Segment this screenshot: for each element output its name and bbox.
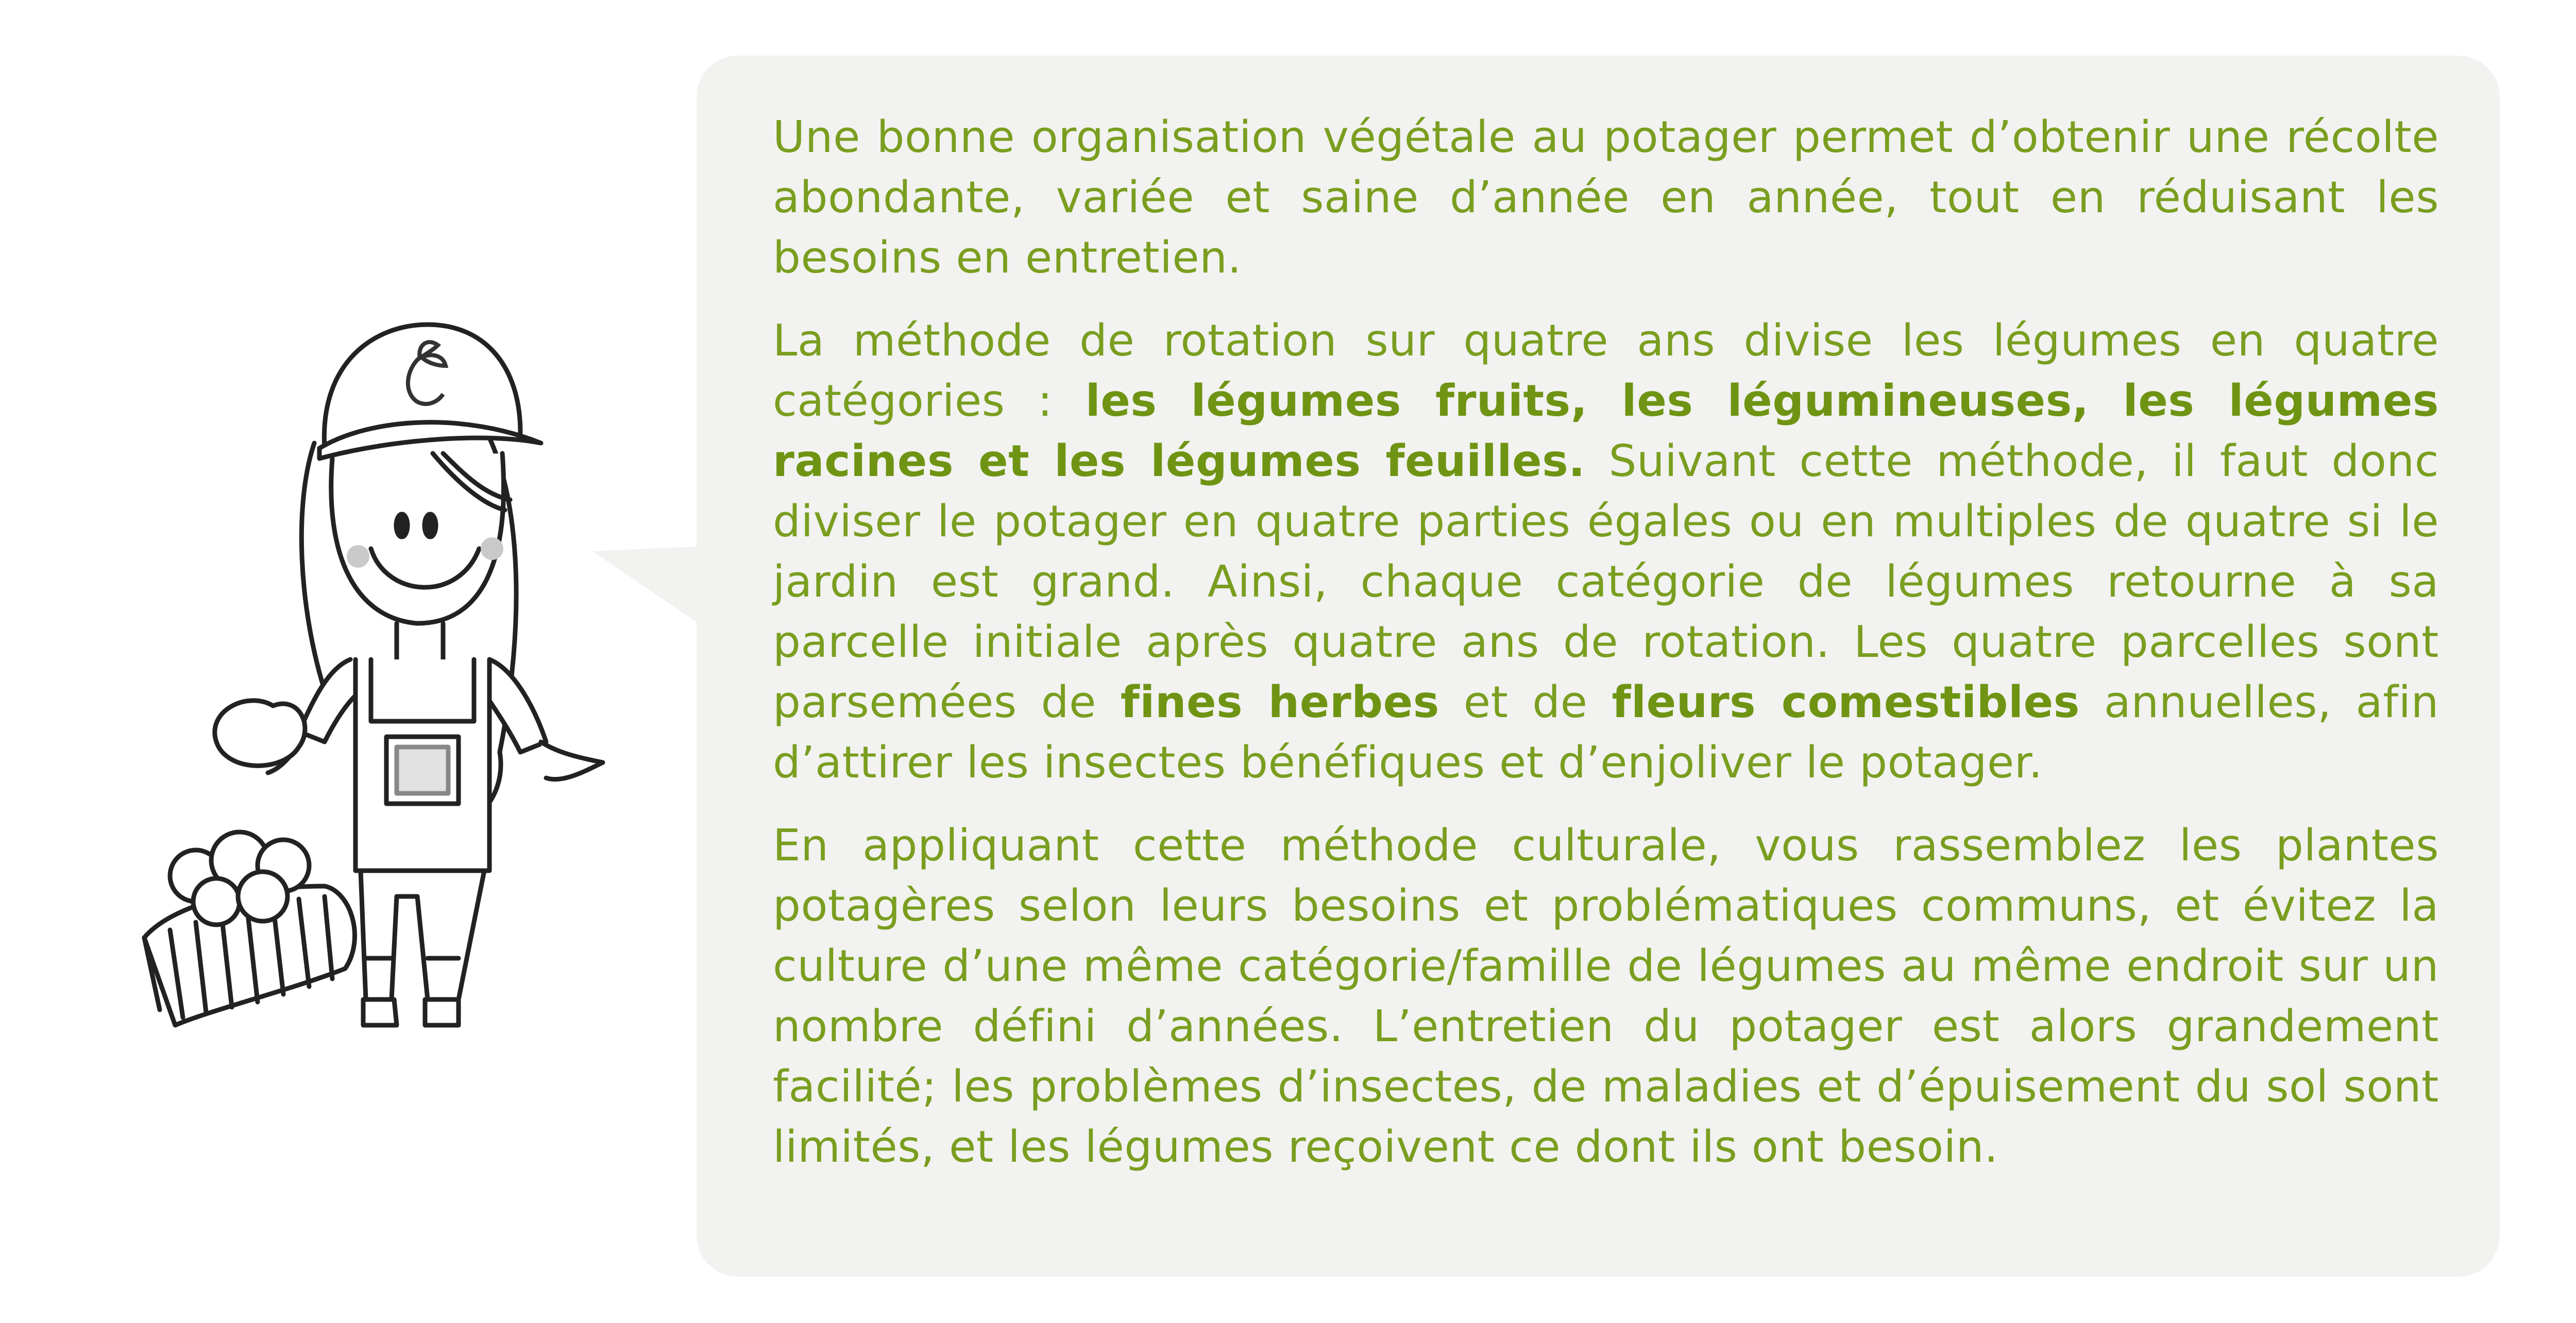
rotation-text-d: annuelles, afin d’attirer les insectes bénéfiques et d’enjoliver le potager.: [773, 677, 2439, 788]
gardener-illustration: [129, 289, 696, 1061]
hair: [301, 443, 325, 690]
face: [331, 453, 504, 623]
paragraph-rotation: [773, 311, 2439, 793]
vegetable-categories: les légumes fruits, les légumineuses, les légumes racines et les légumes feuilles.: [773, 376, 2439, 487]
left-eye: [396, 514, 408, 537]
fine-herbs: fines herbes: [1120, 677, 1439, 728]
right-cheek: [481, 537, 503, 560]
left-cheek: [347, 545, 369, 568]
speech-bubble: [697, 56, 2500, 1277]
rotation-text-a: La méthode de rotation sur quatre ans divise les légumes en quatre catégories :: [773, 315, 2439, 427]
right-hand: [541, 742, 603, 779]
edible-flowers: fleurs comestibles: [1612, 677, 2080, 728]
paragraph-benefits: En appliquant cette méthode culturale, vous rassemblez les plantes potagères selon leurs besoins et problématiques communs, et évitez la culture d’une même catégorie/famille de légumes au même endroit sur un nombre défini d’années. L’entretien du potager est alors grandement facilité; les problèmes d’insectes, de maladies et d’épuisement du sol sont limités, et les légumes reçoivent ce dont ils ont besoin.: [773, 820, 2439, 1173]
legs: [361, 871, 484, 999]
paragraph-intro: Une bonne organisation végétale au potager permet d’obtenir une récolte abondante, variée et saine d’année en année, tout en réduisant les besoins en entretien.: [773, 112, 2439, 283]
basket: [144, 832, 355, 1025]
right-eye: [425, 514, 436, 537]
rotation-text-b: Suivant cette méthode, il faut donc diviser le potager en quatre parties égales ou en multiples de quatre si le jardin est grand. Ainsi, chaque catégorie de légumes retourne à sa parcelle initiale après quatre ans de rotation. Les quatre parcelles sont parsemées de: [773, 436, 2439, 728]
shirt: [299, 659, 355, 742]
rotation-text-c: et de: [1439, 677, 1612, 728]
held-vegetable: [215, 701, 305, 766]
